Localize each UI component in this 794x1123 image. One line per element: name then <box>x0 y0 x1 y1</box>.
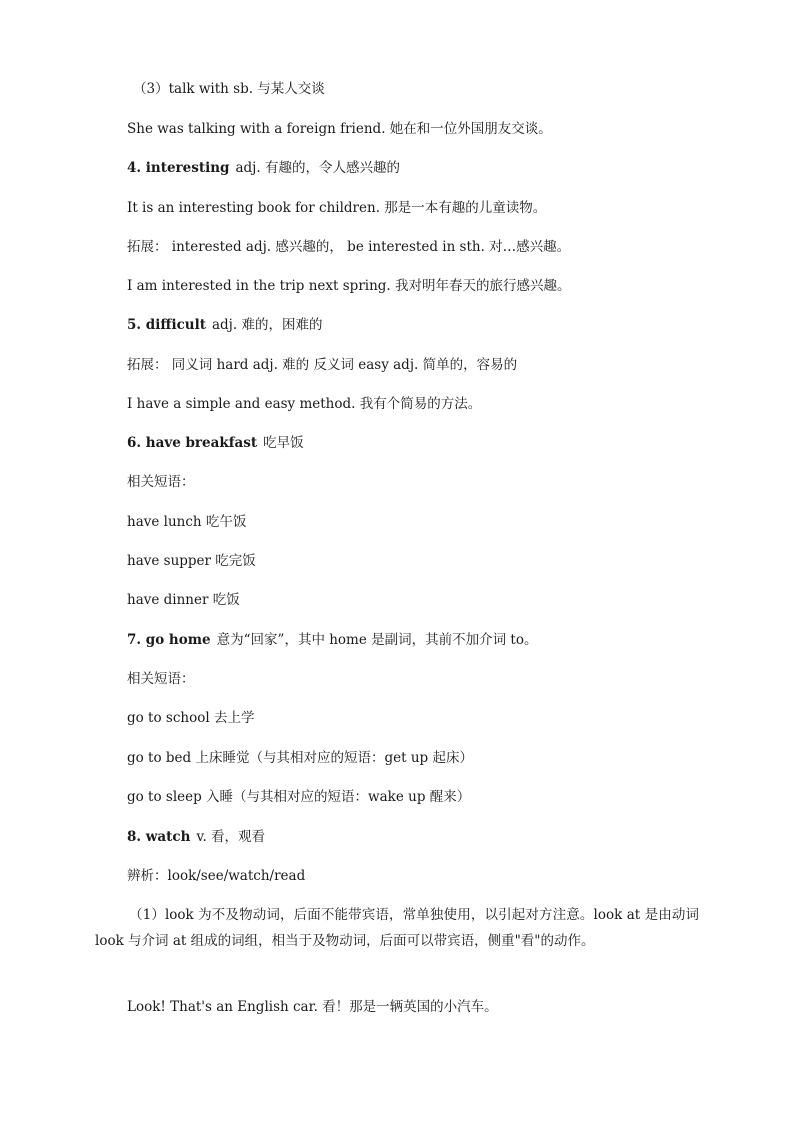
line-example-foreign-friend: She was talking with a foreign friend. 她在和一位外国朋友交谈。 <box>127 121 552 137</box>
phrase-go-to-sleep: go to sleep 入睡（与其相对应的短语：wake up 醒来） <box>127 789 471 805</box>
heading-go-home <box>127 630 537 650</box>
heading-difficult-definition: adj. 难的，困难的 <box>211 317 323 333</box>
heading-go-home-definition: 意为“回家”，其中 home 是副词，其前不加介词 to。 <box>216 632 538 648</box>
paragraph-look-explanation: （1）look 为不及物动词，后面不能带宾语，常单独使用，以引起对方注意。look at 是由动词 look 与介词 at 组成的词组，相当于及物动词，后面可以带宾语，侧重"看"的动作。 <box>95 907 699 949</box>
line-example-interested-trip: I am interested in the trip next spring. 我对明年春天的旅行感兴趣。 <box>127 278 571 294</box>
heading-watch-definition: v. 看，观看 <box>196 829 266 845</box>
heading-difficult-term: 5. difficult <box>127 317 206 333</box>
phrase-have-dinner: have dinner 吃饭 <box>127 592 240 608</box>
heading-have-breakfast <box>127 433 304 453</box>
line-example-english-car: Look! That's an English car. 看！那是一辆英国的小汽车。 <box>127 999 498 1015</box>
heading-interesting-definition: adj. 有趣的，令人感兴趣的 <box>235 160 400 176</box>
heading-watch <box>127 827 265 847</box>
heading-go-home-term: 7. go home <box>127 632 211 648</box>
line-extension-synonym-antonym: 拓展： 同义词 hard adj. 难的 反义词 easy adj. 简单的，容易的 <box>127 357 518 373</box>
heading-have-breakfast-definition: 吃早饭 <box>263 435 304 451</box>
heading-watch-term: 8. watch <box>127 829 191 845</box>
label-analysis: 辨析：look/see/watch/read <box>127 868 306 884</box>
phrase-have-lunch: have lunch 吃午饭 <box>127 514 247 530</box>
line-example-easy-method: I have a simple and easy method. 我有个简易的方法。 <box>127 396 482 412</box>
line-example-interesting-book: It is an interesting book for children. 那是一本有趣的儿童读物。 <box>127 200 547 216</box>
heading-have-breakfast-term: 6. have breakfast <box>127 435 258 451</box>
label-related-phrases-2: 相关短语： <box>127 671 195 687</box>
phrase-go-to-school: go to school 去上学 <box>127 710 255 726</box>
phrase-have-supper: have supper 吃完饭 <box>127 553 256 569</box>
heading-interesting-term: 4. interesting <box>127 160 230 176</box>
line-extension-interested: 拓展： interested adj. 感兴趣的， be interested in sth. 对…感兴趣。 <box>127 239 571 255</box>
phrase-go-to-bed: go to bed 上床睡觉（与其相对应的短语：get up 起床） <box>127 750 473 766</box>
heading-difficult <box>127 315 322 335</box>
line-talk-with: （3）talk with sb. 与某人交谈 <box>133 81 325 97</box>
heading-interesting <box>127 158 400 178</box>
label-related-phrases-1: 相关短语： <box>127 474 195 490</box>
